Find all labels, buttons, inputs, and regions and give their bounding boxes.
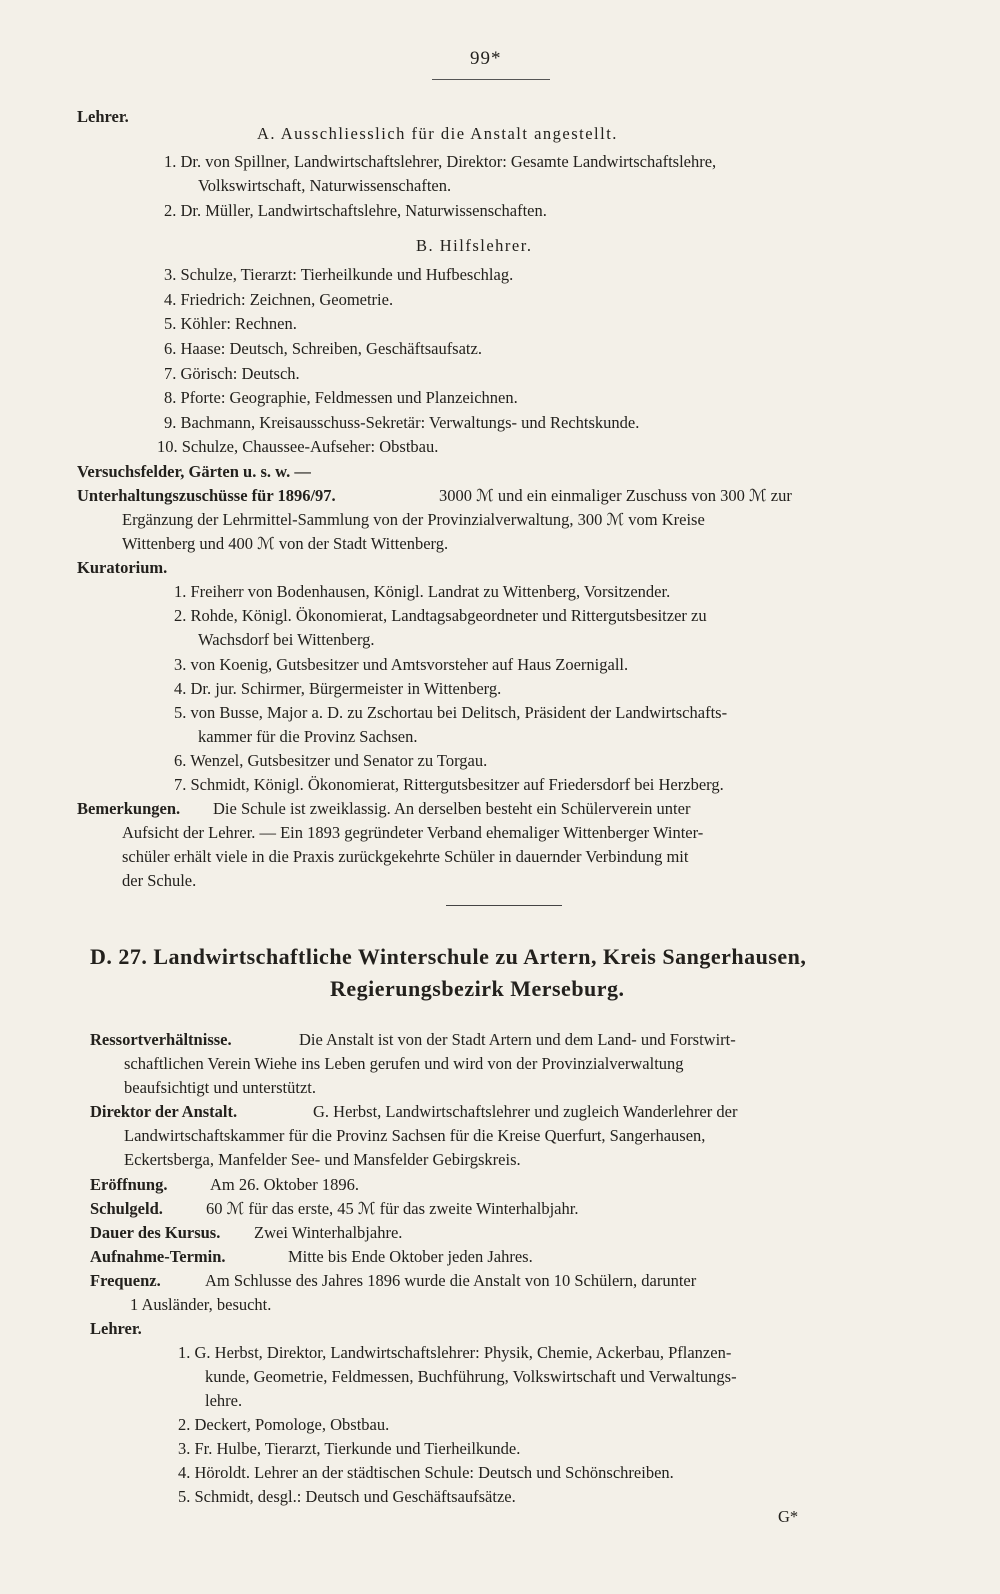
- eroeffnung-heading: Eröffnung.: [90, 1175, 168, 1194]
- lehrer-heading: Lehrer.: [77, 107, 129, 126]
- versuchsfelder-heading: Versuchsfelder, Gärten u. s. w. —: [77, 462, 311, 481]
- member-line: 1. Freiherr von Bodenhausen, Königl. Landrat zu Wittenberg, Vorsitzender.: [174, 582, 671, 601]
- schulgeld-heading: Schulgeld.: [90, 1199, 163, 1218]
- paragraph-line: G. Herbst, Landwirtschaftslehrer und zugleich Wanderlehrer der: [313, 1102, 738, 1121]
- bemerkungen-heading: Bemerkungen.: [77, 799, 181, 818]
- teacher-line: Volkswirtschaft, Naturwissenschaften.: [198, 176, 452, 195]
- teacher-line: 4. Friedrich: Zeichnen, Geometrie.: [164, 290, 394, 309]
- teacher-line: lehre.: [205, 1391, 243, 1410]
- paragraph-line: der Schule.: [122, 871, 197, 890]
- paragraph-line: 3000 ℳ und ein einmaliger Zuschuss von 300 ℳ zur: [439, 486, 792, 505]
- section-divider: [446, 905, 562, 906]
- teacher-line: kunde, Geometrie, Feldmessen, Buchführung, Volkswirtschaft und Verwaltungs-: [205, 1367, 737, 1386]
- paragraph-line: Landwirtschaftskammer für die Provinz Sachsen für die Kreise Querfurt, Sangerhausen,: [124, 1126, 706, 1145]
- teacher-line: 5. Köhler: Rechnen.: [164, 314, 297, 333]
- member-line: 7. Schmidt, Königl. Ökonomierat, Rittergutsbesitzer auf Friedersdorf bei Herzberg.: [174, 775, 724, 794]
- member-line: 3. von Koenig, Gutsbesitzer und Amtsvorsteher auf Haus Zoernigall.: [174, 655, 629, 674]
- paragraph-line: Mitte bis Ende Oktober jeden Jahres.: [288, 1247, 533, 1266]
- paragraph-line: Wittenberg und 400 ℳ von der Stadt Wittenberg.: [122, 534, 449, 553]
- paragraph-line: schüler erhält viele in die Praxis zurückgekehrte Schüler in dauernder Verbindung mit: [122, 847, 689, 866]
- member-line: 6. Wenzel, Gutsbesitzer und Senator zu Torgau.: [174, 751, 488, 770]
- teacher-line: 9. Bachmann, Kreisausschuss-Sekretär: Verwaltungs- und Rechtskunde.: [164, 413, 640, 432]
- ressort-heading: Ressortverhältnisse.: [90, 1030, 232, 1049]
- page-number: 99*: [470, 48, 502, 69]
- teacher-line: 8. Pforte: Geographie, Feldmessen und Planzeichnen.: [164, 388, 518, 407]
- section-subtitle: Regierungsbezirk Merseburg.: [330, 976, 625, 1001]
- teacher-line: 2. Deckert, Pomologe, Obstbau.: [178, 1415, 390, 1434]
- signature-mark: G*: [778, 1507, 799, 1526]
- member-line: 2. Rohde, Königl. Ökonomierat, Landtagsabgeordneter und Rittergutsbesitzer zu: [174, 606, 707, 625]
- subheading-a: A. Ausschliesslich für die Anstalt angestellt.: [257, 124, 618, 143]
- teacher-line: 3. Fr. Hulbe, Tierarzt, Tierkunde und Tierheilkunde.: [178, 1439, 521, 1458]
- paragraph-line: Die Anstalt ist von der Stadt Artern und dem Land- und Forstwirt-: [299, 1030, 736, 1049]
- teacher-line: 3. Schulze, Tierarzt: Tierheilkunde und Hufbeschlag.: [164, 265, 514, 284]
- teacher-line: 2. Dr. Müller, Landwirtschaftslehre, Naturwissenschaften.: [164, 201, 547, 220]
- kuratorium-heading: Kuratorium.: [77, 558, 168, 577]
- teacher-line: 7. Görisch: Deutsch.: [164, 364, 300, 383]
- subheading-b: B. Hilfslehrer.: [416, 236, 533, 255]
- paragraph-line: Am Schlusse des Jahres 1896 wurde die Anstalt von 10 Schülern, darunter: [205, 1271, 697, 1290]
- paragraph-line: Am 26. Oktober 1896.: [210, 1175, 359, 1194]
- paragraph-line: schaftlichen Verein Wiehe ins Leben gerufen und wird von der Provinzialverwaltung: [124, 1054, 684, 1073]
- paragraph-line: Ergänzung der Lehrmittel-Sammlung von der Provinzialverwaltung, 300 ℳ vom Kreise: [122, 510, 705, 529]
- paragraph-line: Eckertsberga, Manfelder See- und Mansfelder Gebirgskreis.: [124, 1150, 521, 1169]
- teacher-line: 1. G. Herbst, Direktor, Landwirtschaftslehrer: Physik, Chemie, Ackerbau, Pflanzen-: [178, 1343, 732, 1362]
- teacher-line: 6. Haase: Deutsch, Schreiben, Geschäftsaufsatz.: [164, 339, 482, 358]
- teacher-line: 4. Höroldt. Lehrer an der städtischen Schule: Deutsch und Schönschreiben.: [178, 1463, 674, 1482]
- header-rule: [432, 79, 550, 80]
- member-line: kammer für die Provinz Sachsen.: [198, 727, 418, 746]
- paragraph-line: beaufsichtigt und unterstützt.: [124, 1078, 316, 1097]
- direktor-heading: Direktor der Anstalt.: [90, 1102, 238, 1121]
- frequenz-heading: Frequenz.: [90, 1271, 161, 1290]
- dauer-heading: Dauer des Kursus.: [90, 1223, 221, 1242]
- paragraph-line: 60 ℳ für das erste, 45 ℳ für das zweite Winterhalbjahr.: [206, 1199, 579, 1218]
- teacher-line: 5. Schmidt, desgl.: Deutsch und Geschäftsaufsätze.: [178, 1487, 516, 1506]
- zuschuesse-heading: Unterhaltungszuschüsse für 1896/97.: [77, 486, 336, 505]
- paragraph-line: Die Schule ist zweiklassig. An derselben besteht ein Schülerverein unter: [213, 799, 691, 818]
- aufnahme-heading: Aufnahme-Termin.: [90, 1247, 226, 1266]
- member-line: 5. von Busse, Major a. D. zu Zschortau bei Delitsch, Präsident der Landwirtschafts-: [174, 703, 728, 722]
- member-line: 4. Dr. jur. Schirmer, Bürgermeister in Wittenberg.: [174, 679, 502, 698]
- member-line: Wachsdorf bei Wittenberg.: [198, 630, 375, 649]
- paragraph-line: Zwei Winterhalbjahre.: [254, 1223, 403, 1242]
- paragraph-line: 1 Ausländer, besucht.: [130, 1295, 272, 1314]
- paragraph-line: Aufsicht der Lehrer. — Ein 1893 gegründeter Verband ehemaliger Wittenberger Winter-: [122, 823, 704, 842]
- section-title: D. 27. Landwirtschaftliche Winterschule zu Artern, Kreis Sangerhausen,: [90, 944, 807, 969]
- teacher-line: 1. Dr. von Spillner, Landwirtschaftslehrer, Direktor: Gesamte Landwirtschaftslehre,: [164, 152, 717, 171]
- lehrer-heading: Lehrer.: [90, 1319, 142, 1338]
- teacher-line: 10. Schulze, Chaussee-Aufseher: Obstbau.: [157, 437, 439, 456]
